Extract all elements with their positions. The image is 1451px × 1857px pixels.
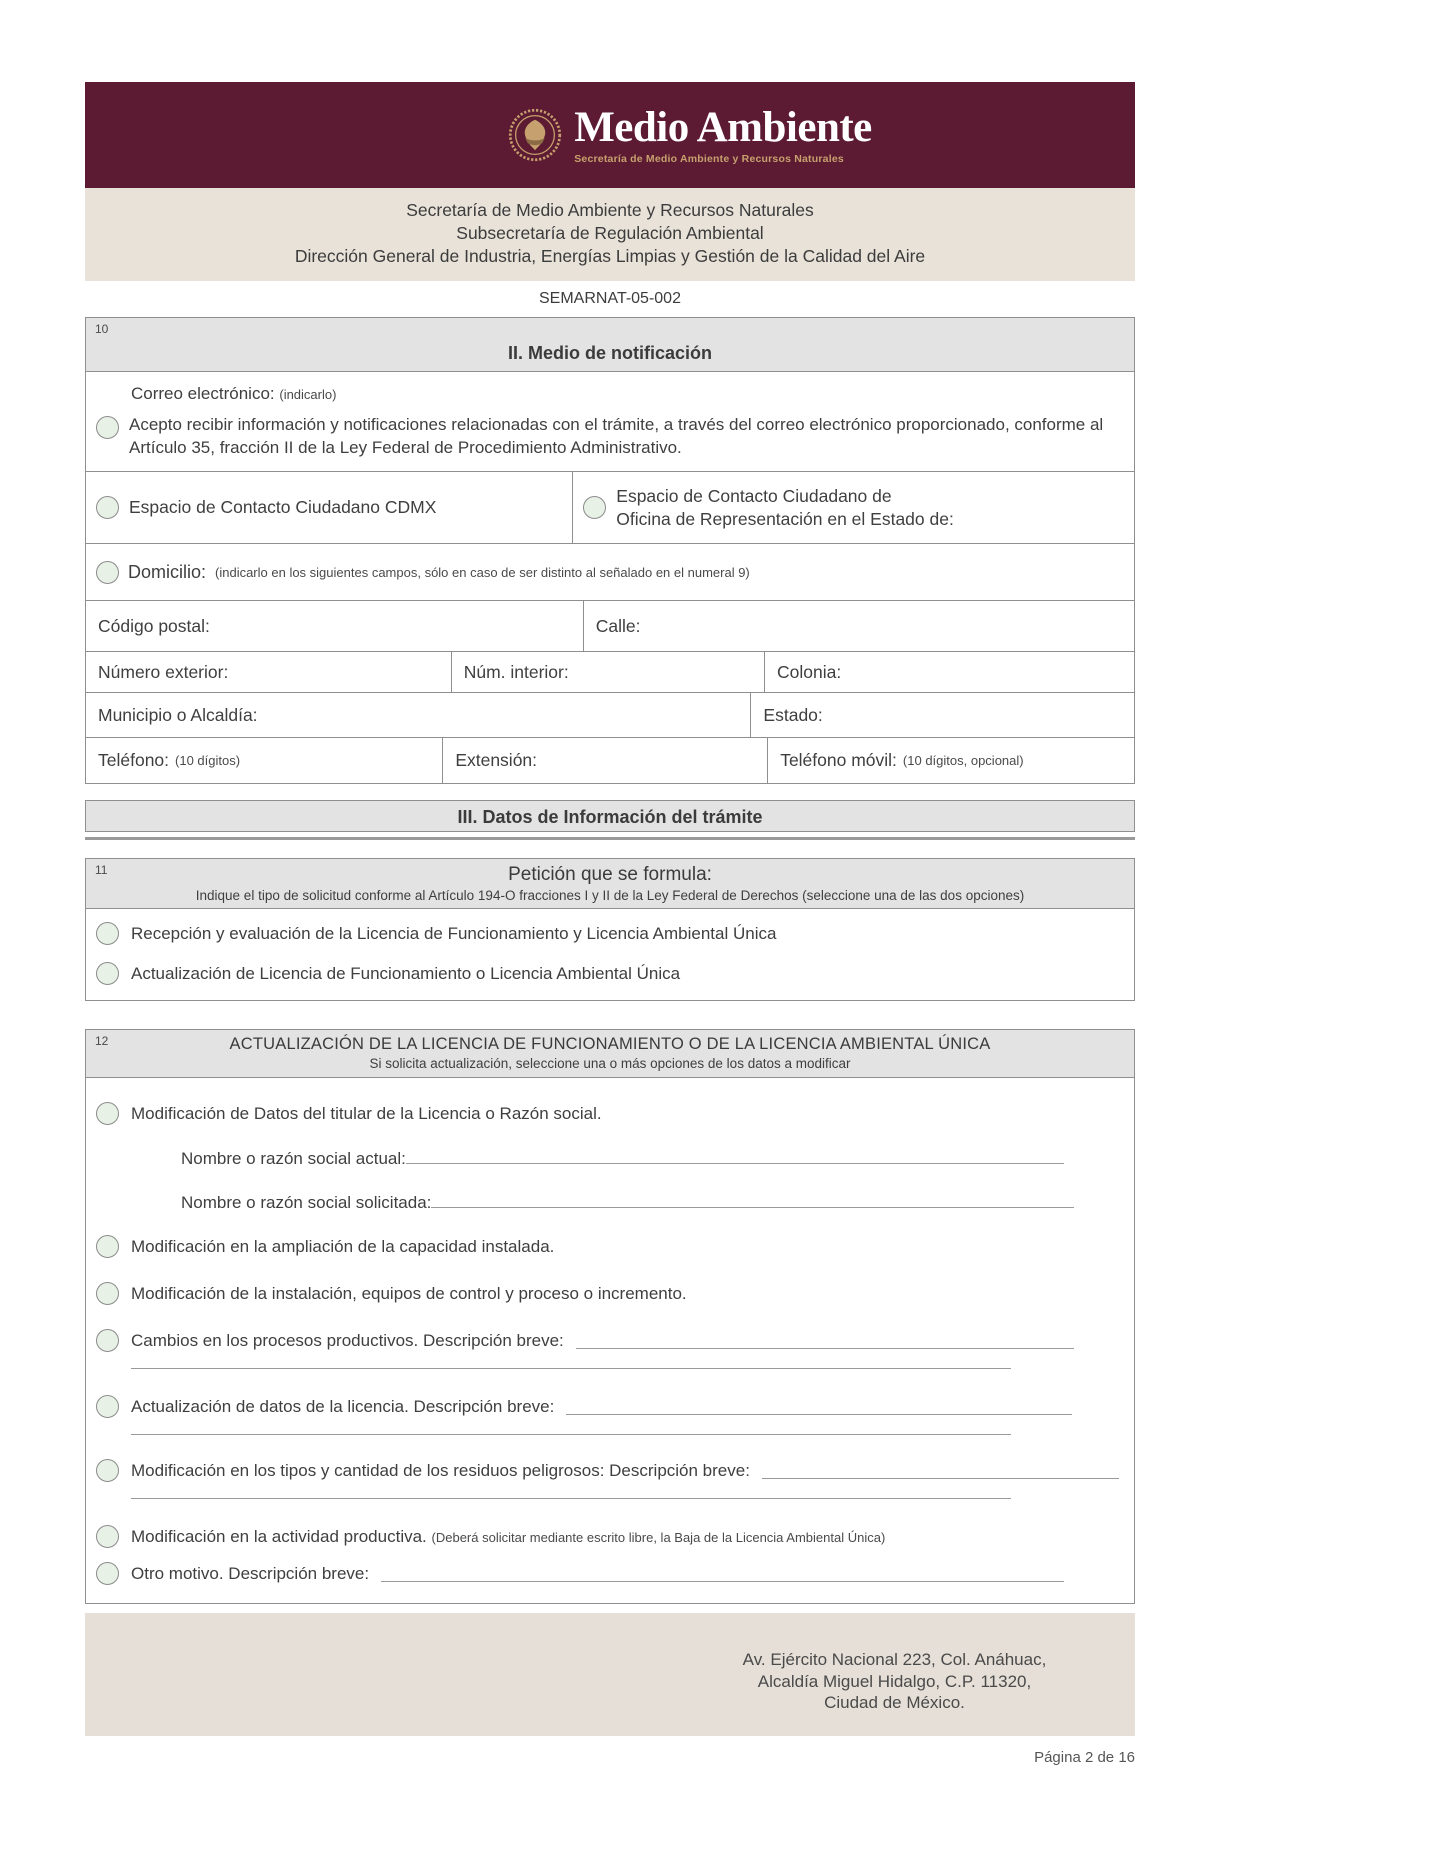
page-number: Página 2 de 16: [1034, 1749, 1135, 1766]
brand-subtitle: Secretaría de Medio Ambiente y Recursos Naturales: [574, 152, 844, 165]
calle-field[interactable]: Calle:: [583, 601, 1134, 651]
section-11-title: Petición que se formula:: [508, 864, 712, 885]
blank-procesos[interactable]: [576, 1334, 1074, 1349]
contact-cdmx-label: Espacio de Contacto Ciudadano CDMX: [129, 497, 437, 517]
radio-otro[interactable]: [96, 1562, 119, 1585]
dependency-line: Subsecretaría de Regulación Ambiental: [456, 223, 764, 243]
blank-otro[interactable]: [381, 1567, 1064, 1582]
accept-email-option: [96, 413, 1134, 459]
option-datos-licencia: Actualización de datos de la licencia. Descripción breve:: [86, 1395, 1134, 1418]
row-cp-calle: [86, 601, 1134, 652]
section-iii-bar: III. Datos de Información del trámite: [85, 800, 1135, 832]
option-actualizacion-label: Actualización de Licencia de Funcionamiento o Licencia Ambiental Única: [131, 963, 681, 983]
dependency-line: Secretaría de Medio Ambiente y Recursos Naturales: [406, 200, 814, 220]
option-recepcion-label: Recepción y evaluación de la Licencia de Funcionamiento y Licencia Ambiental Única: [131, 923, 777, 943]
brand-group: [508, 103, 872, 165]
radio-procesos[interactable]: [96, 1329, 119, 1352]
brand-text: [574, 103, 872, 165]
option-actividad: Modificación en la actividad productiva. (Deberá solicitar mediante escrito libre, la Baja de la Licencia Ambiental Única): [86, 1525, 1134, 1548]
section-number: 10: [95, 322, 109, 336]
brand-title: Medio Ambiente: [574, 103, 872, 151]
option-residuos: Modificación en los tipos y cantidad de los residuos peligrosos: Descripción breve:: [86, 1459, 1134, 1482]
radio-contact-cdmx[interactable]: [96, 496, 119, 519]
option-recepcion: [86, 922, 1134, 945]
form-code: SEMARNAT-05-002: [539, 290, 681, 307]
radio-actualizacion[interactable]: [96, 962, 119, 985]
domicilio-hint: (indicarlo en los siguientes campos, sólo en caso de ser distinto al señalado en el numeral 9): [215, 564, 750, 580]
contact-cdmx-option: [86, 472, 572, 543]
footer-band: [85, 1613, 1135, 1736]
email-hint: (indicarlo): [279, 387, 337, 402]
dependency-line: Dirección General de Industria, Energías Limpias y Gestión de la Calidad del Aire: [294, 246, 926, 266]
section-ii-title: II. Medio de notificación: [507, 343, 712, 363]
section-12-subtitle: Si solicita actualización, seleccione una o más opciones de los datos a modificar: [369, 1056, 851, 1071]
radio-datos-titular[interactable]: [96, 1102, 119, 1125]
num-interior-field[interactable]: Núm. interior:: [451, 652, 764, 692]
telefono-movil-field[interactable]: Teléfono móvil: (10 dígitos, opcional): [767, 738, 1134, 783]
email-row: [86, 372, 1134, 472]
blank-nombre-solicitada[interactable]: [431, 1193, 1074, 1208]
blank-datos-licencia[interactable]: [566, 1400, 1072, 1415]
section-11-body: [86, 909, 1134, 1000]
colonia-field[interactable]: Colonia:: [764, 652, 1134, 692]
nombre-solicitada-row: [86, 1193, 1134, 1213]
divider-line: [85, 837, 1135, 840]
section-11-subtitle: Indique el tipo de solicitud conforme al Artículo 194-O fracciones I y II de la Ley Federal de Derechos (seleccione una de las dos opciones): [195, 888, 1025, 903]
section-peticion: [85, 858, 1135, 1001]
radio-actividad[interactable]: [96, 1525, 119, 1548]
section-12-title: ACTUALIZACIÓN DE LA LICENCIA DE FUNCIONAMIENTO O DE LA LICENCIA AMBIENTAL ÚNICA: [229, 1035, 991, 1053]
option-actualizacion: [86, 962, 1134, 985]
option-instalacion: Modificación de la instalación, equipos de control y proceso o incremento.: [86, 1282, 1134, 1305]
section-number: 11: [95, 863, 108, 877]
option-datos-titular: Modificación de Datos del titular de la Licencia o Razón social.: [86, 1102, 1134, 1125]
blank-residuos[interactable]: [762, 1464, 1119, 1479]
row-municipio-estado: [86, 693, 1134, 738]
blank-procesos-line2[interactable]: [131, 1367, 1011, 1369]
section-12-header: [86, 1030, 1134, 1078]
estado-field[interactable]: Estado:: [750, 693, 1134, 737]
nombre-actual-row: [86, 1149, 1134, 1169]
section-actualizacion: [85, 1029, 1135, 1604]
blank-datos-licencia-line2[interactable]: [131, 1433, 1011, 1435]
brand-header: [85, 82, 1135, 188]
contact-estado-option: [572, 472, 1134, 543]
blank-nombre-actual[interactable]: [406, 1149, 1064, 1164]
domicilio-row: [86, 544, 1134, 601]
row-telefonos: [86, 738, 1134, 783]
radio-residuos[interactable]: [96, 1459, 119, 1482]
footer-address: Av. Ejército Nacional 223, Col. Anáhuac, Alcaldía Miguel Hidalgo, C.P. 11320, Ciudad de México.: [742, 1650, 1047, 1712]
section-11-header: [86, 859, 1134, 909]
option-otro: Otro motivo. Descripción breve:: [86, 1562, 1134, 1585]
codigo-postal-field[interactable]: Código postal:: [98, 615, 210, 636]
dependency-band: [85, 188, 1135, 281]
domicilio-label: Domicilio:: [128, 561, 207, 582]
section-number: 12: [95, 1034, 109, 1048]
option-capacidad: Modificación en la ampliación de la capacidad instalada.: [86, 1235, 1134, 1258]
numero-exterior-field[interactable]: Número exterior:: [98, 661, 229, 682]
radio-capacidad[interactable]: [96, 1235, 119, 1258]
radio-datos-licencia[interactable]: [96, 1395, 119, 1418]
form-content: [85, 0, 1135, 1766]
option-procesos: Cambios en los procesos productivos. Descripción breve:: [86, 1329, 1134, 1352]
nombre-solicitada-label: Nombre o razón social solicitada:: [181, 1193, 432, 1212]
radio-accept-email[interactable]: [96, 416, 119, 439]
section-ii-header: [86, 318, 1134, 372]
nombre-actual-label: Nombre o razón social actual:: [181, 1149, 406, 1168]
eagle-seal-icon: [508, 108, 562, 162]
actividad-hint: (Deberá solicitar mediante escrito libre, la Baja de la Licencia Ambiental Única): [431, 1529, 886, 1545]
section-medio-notificacion: [85, 317, 1135, 784]
radio-domicilio[interactable]: [96, 561, 119, 584]
municipio-field[interactable]: Municipio o Alcaldía:: [98, 704, 258, 725]
radio-contact-estado[interactable]: [583, 496, 606, 519]
telefono-field[interactable]: Teléfono: (10 dígitos): [98, 750, 241, 770]
row-numeros-colonia: [86, 652, 1134, 693]
section-12-body: [86, 1078, 1134, 1603]
accept-email-label: Acepto recibir información y notificaciones relacionadas con el trámite, a través del correo electrónico proporcionado, conforme al Artículo 35, fracción II de la Ley Federal de Procedimiento Administrativo.: [129, 415, 1104, 457]
contact-options-row: [86, 472, 1134, 544]
radio-instalacion[interactable]: [96, 1282, 119, 1305]
extension-field[interactable]: Extensión:: [442, 738, 767, 783]
email-label: Correo electrónico: (indicarlo): [131, 384, 337, 403]
radio-recepcion[interactable]: [96, 922, 119, 945]
blank-residuos-line2[interactable]: [131, 1497, 1011, 1499]
contact-estado-label: Espacio de Contacto Ciudadano de Oficina de Representación en el Estado de:: [616, 485, 954, 529]
